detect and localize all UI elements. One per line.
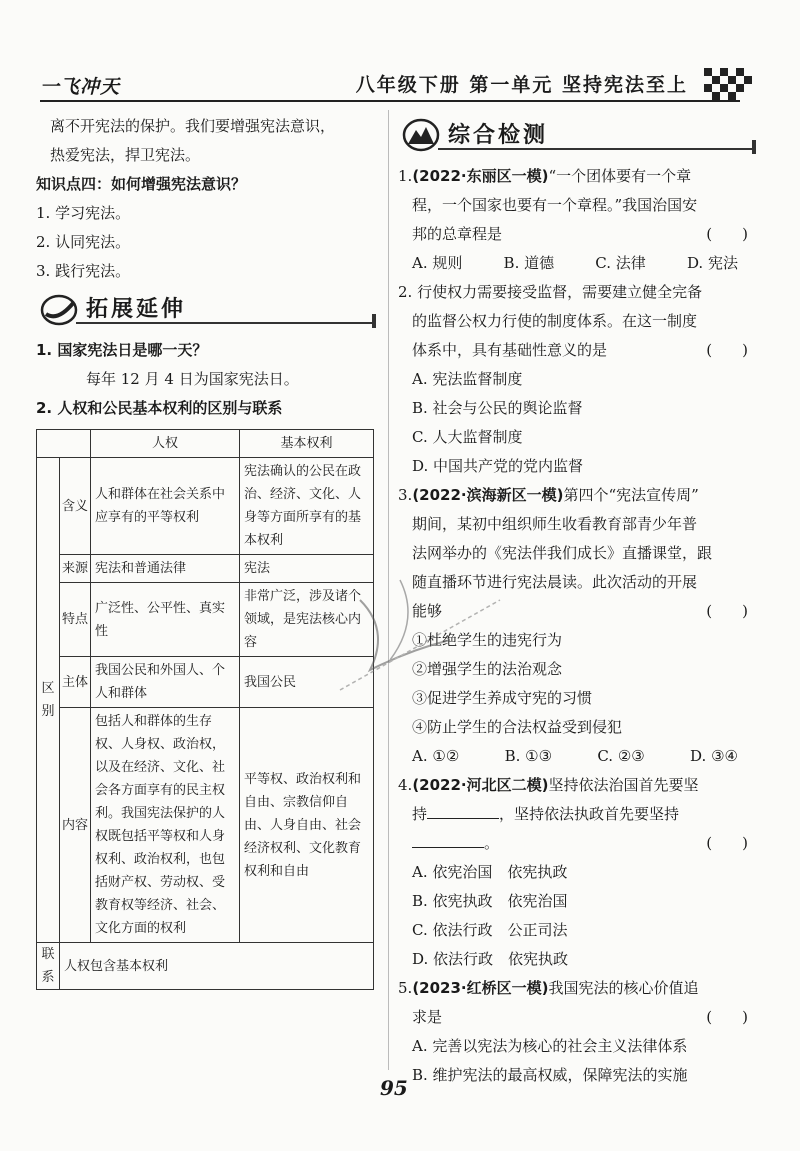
answer-paren: ( ) (706, 834, 748, 852)
extension-section-header (36, 290, 378, 330)
left-column (36, 112, 378, 990)
table-row-link (37, 943, 374, 990)
answer-paren: ( ) (706, 1008, 748, 1026)
row-label: 内容 (60, 708, 91, 943)
question-text: 第四个“宪法宣传周” (563, 486, 699, 504)
kp4-item: 2. 认同宪法。 (36, 233, 131, 251)
question-1-line: 程，一个国家也要有一个章程。”我国治国安 (412, 196, 698, 214)
question-text: 。 (484, 834, 500, 852)
question-3-line (398, 481, 758, 510)
option-c: C. ②③ (597, 747, 645, 765)
option-c: C. 依法行政 公正司法 (412, 921, 568, 939)
option-d: D. ③④ (690, 747, 738, 765)
option-d: D. 依法行政 依宪执政 (412, 950, 569, 968)
option-a: A. 宪法监督制度 (412, 370, 523, 388)
question-number: 3. (398, 486, 413, 504)
question-4-line (398, 829, 758, 858)
extension-answer-1: 每年 12 月 4 日为国家宪法日。 (86, 370, 299, 388)
question-source: (2022·滨海新区一模) (412, 486, 564, 504)
question-2-line (398, 336, 758, 365)
row-label: 主体 (60, 657, 91, 708)
question-text: 坚持依法治国首先要坚 (548, 776, 699, 794)
mountain-emblem-icon (402, 118, 440, 152)
question-text: 能够 (412, 602, 443, 620)
table-cell: 我国公民 (240, 657, 374, 708)
option-b: B. 依宪执政 依宪治国 (412, 892, 568, 910)
question-text: 求是 (412, 1008, 443, 1026)
question-1-options (398, 249, 758, 278)
question-source: (2022·河北区二模) (412, 776, 549, 794)
extension-section-title: 拓展延伸 (86, 297, 187, 322)
option-b: B. 维护宪法的最高权威，保障宪法的实施 (412, 1066, 688, 1084)
question-2-line: 2. 行使权力需要接受监督，需要建立健全完备 (398, 283, 703, 301)
answer-paren: ( ) (706, 225, 748, 243)
option-c: C. 法律 (595, 254, 646, 272)
table-cell: 广泛性、公平性、真实性 (91, 583, 240, 657)
answer-paren: ( ) (706, 602, 748, 620)
question-5-line (398, 1003, 758, 1032)
question-number: 5. (398, 979, 413, 997)
question-4-line (398, 800, 758, 829)
table-cell: 宪法和普通法律 (91, 555, 240, 583)
row-label-lianxi: 联系 (37, 943, 60, 990)
question-text: “一个团体要有一个章 (548, 167, 692, 185)
fill-blank (427, 804, 499, 819)
section-rule-end (372, 314, 376, 328)
row-label: 含义 (60, 458, 91, 555)
option-b: B. 社会与公民的舆论监督 (412, 399, 583, 417)
answer-paren: ( ) (706, 341, 748, 359)
question-text: ，坚持依法执政首先要坚持 (499, 805, 680, 823)
statement-item: ④防止学生的合法权益受到侵犯 (412, 718, 623, 736)
section-rule (438, 148, 752, 150)
page-number: 95 (380, 1076, 408, 1100)
question-source: (2023·红桥区一模) (412, 979, 549, 997)
option-c: C. 人大监督制度 (412, 428, 523, 446)
option-a: A. 依宪治国 依宪执政 (412, 863, 568, 881)
table-row (37, 708, 374, 943)
swoosh-icon (40, 292, 78, 326)
table-cell: 我国公民和外国人、个人和群体 (91, 657, 240, 708)
intro-line: 热爱宪法，捍卫宪法。 (50, 146, 201, 164)
question-source: (2022·东丽区一模) (412, 167, 549, 185)
kp4-item: 1. 学习宪法。 (36, 204, 131, 222)
fill-blank (412, 833, 484, 848)
section-rule (76, 322, 372, 324)
question-number: 4. (398, 776, 413, 794)
question-5-line (398, 974, 758, 1003)
test-section-header (398, 116, 758, 156)
group-label-qubie: 区别 (37, 458, 60, 943)
question-3-line: 期间，某初中组织师生收看教育部青少年普 (412, 515, 698, 533)
page-header-title: 八年级下册 第一单元 坚持宪法至上 (355, 74, 688, 96)
question-3-options (398, 742, 758, 771)
statement-item: ①杜绝学生的违宪行为 (412, 631, 563, 649)
option-d: D. 宪法 (686, 254, 738, 272)
handwritten-stamp-watermark (300, 560, 540, 710)
option-b: B. ①③ (504, 747, 553, 765)
table-cell: 包括人和群体的生存权、人身权、政治权，以及在经济、文化、社会各方面享有的民主权利。我国宪法保护的人权既包括平等权和人身权利、政治权利，也包括财产权、劳动权、受教育权等经济、社会、文化方面的权利 (91, 708, 240, 943)
table-corner-cell (37, 430, 91, 458)
question-4-line (398, 771, 758, 800)
table-cell-link: 人权包含基本权利 (60, 943, 374, 990)
statement-item: ②增强学生的法治观念 (412, 660, 563, 678)
question-text: 持 (412, 805, 428, 823)
option-d: D. 中国共产党的党内监督 (412, 457, 584, 475)
option-a: A. ①② (412, 747, 460, 765)
option-a: A. 完善以宪法为核心的社会主义法律体系 (412, 1037, 688, 1055)
question-2-line: 的监督公权力行使的制度体系。在这一制度 (412, 312, 698, 330)
statement-item: ③促进学生养成守宪的习惯 (412, 689, 593, 707)
table-cell: 宪法确认的公民在政治、经济、文化、人身等方面所享有的基本权利 (240, 458, 374, 555)
intro-line: 离不开宪法的保护。我们要增强宪法意识， (50, 117, 336, 135)
row-label: 特点 (60, 583, 91, 657)
col-header-renquan: 人权 (91, 430, 240, 458)
table-row (37, 458, 374, 555)
table-cell: 平等权、政治权利和自由、宗教信仰自由、人身自由、社会经济权利、文化教育权利和自由 (240, 708, 374, 943)
col-header-jiben: 基本权利 (240, 430, 374, 458)
table-cell: 非常广泛，涉及诸个领域，是宪法核心内容 (240, 583, 374, 657)
section-rule-end (752, 140, 756, 154)
question-text: 体系中，具有基础性意义的是 (412, 341, 608, 359)
question-text: 我国宪法的核心价值追 (548, 979, 699, 997)
test-section-title: 综合检测 (448, 123, 549, 148)
kp4-item: 3. 践行宪法。 (36, 262, 131, 280)
question-1-line (398, 220, 758, 249)
question-3-line: 法网举办的《宪法伴我们成长》直播课堂，跟 (412, 544, 713, 562)
checker-decoration-icon (704, 68, 752, 100)
question-number: 1. (398, 167, 413, 185)
table-cell: 宪法 (240, 555, 374, 583)
table-cell: 人和群体在社会关系中应享有的平等权利 (91, 458, 240, 555)
table-header-row (37, 430, 374, 458)
knowledge-point-4-title: 知识点四：如何增强宪法意识？ (36, 175, 247, 193)
option-a: A. 规则 (412, 254, 463, 272)
extension-question-2: 2. 人权和公民基本权利的区别与联系 (36, 399, 283, 417)
extension-question-1: 1. 国家宪法日是哪一天？ (36, 341, 208, 359)
question-3-line: 随直播环节进行宪法晨读。此次活动的开展 (412, 573, 698, 591)
question-text: 邦的总章程是 (412, 225, 503, 243)
question-1-line (398, 162, 758, 191)
row-label: 来源 (60, 555, 91, 583)
header-rule (40, 100, 740, 102)
brand-logo-text: 一飞冲天 (40, 76, 121, 98)
option-b: B. 道德 (503, 254, 555, 272)
